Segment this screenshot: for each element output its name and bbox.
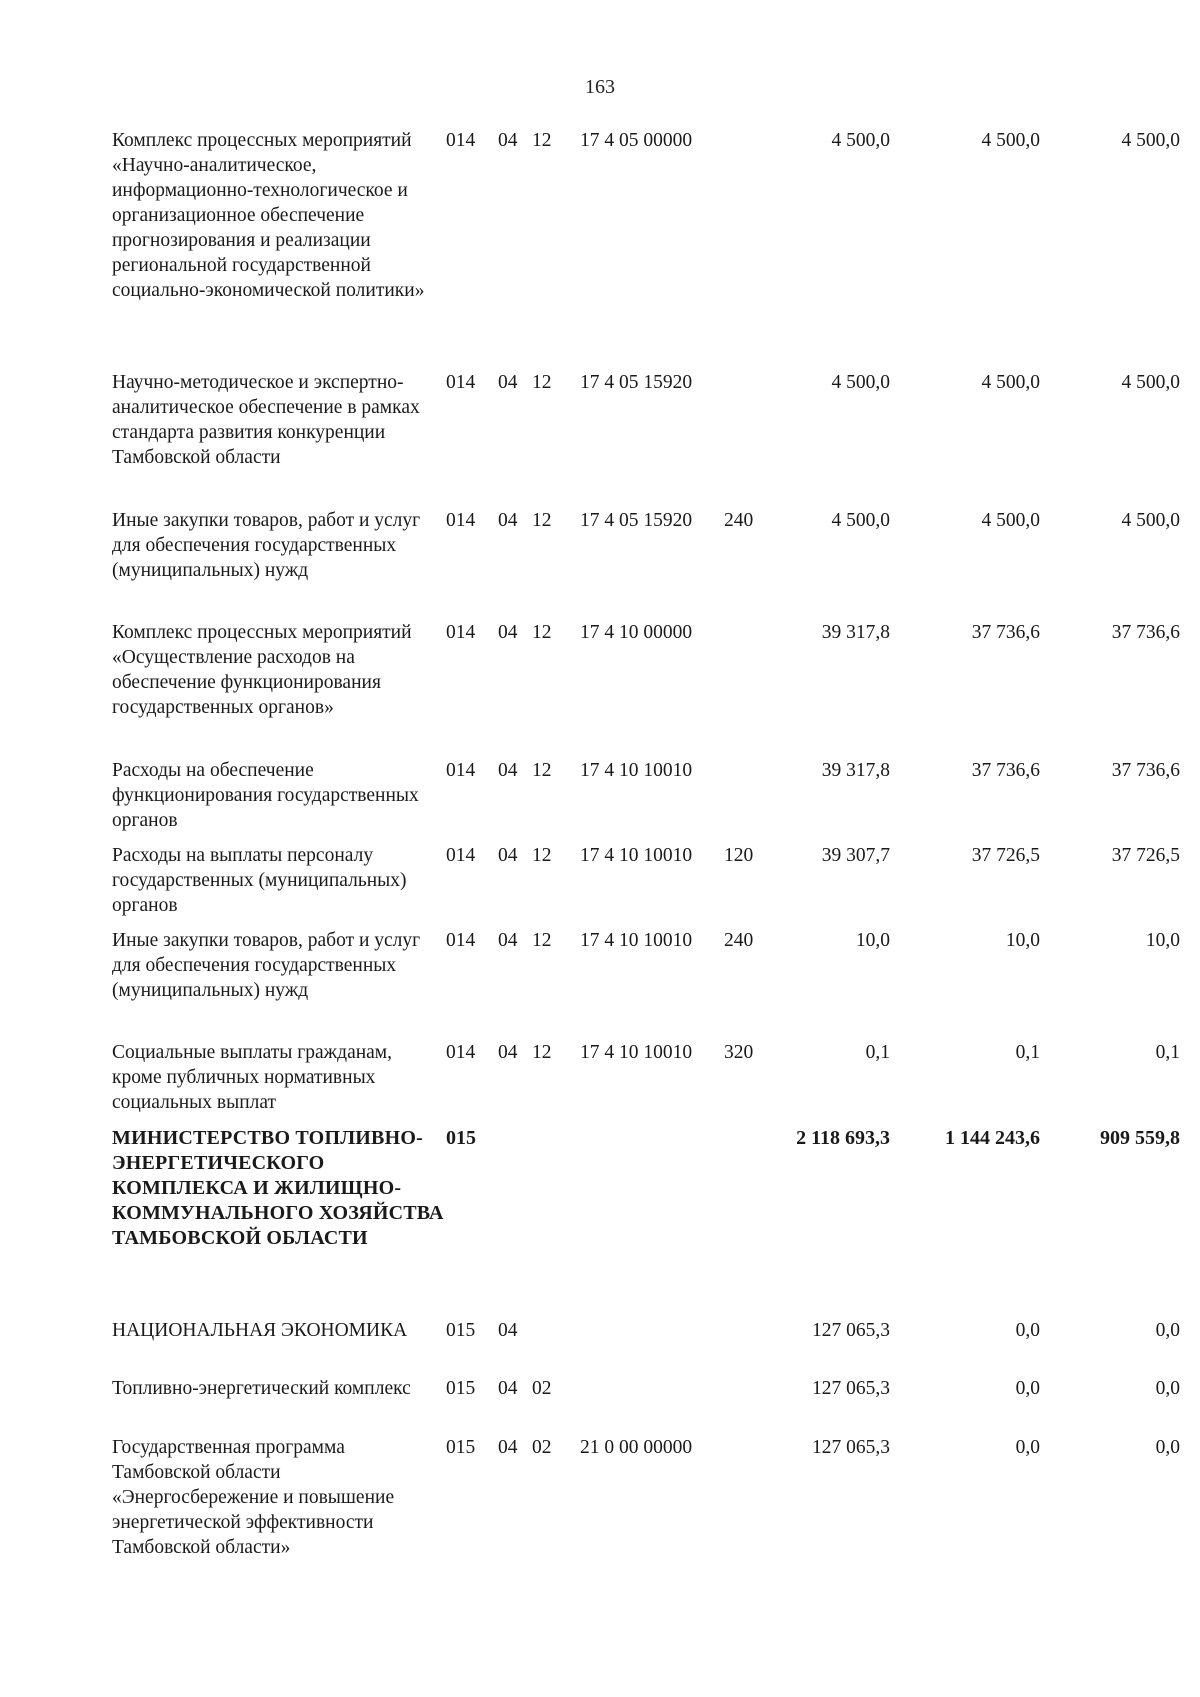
row-amount-year1: 4 500,0 xyxy=(831,372,890,393)
row-amount-year2: 37 736,6 xyxy=(971,622,1040,643)
row-amount-year1: 10,0 xyxy=(855,930,890,951)
row-amount-year3: 0,0 xyxy=(1155,1320,1180,1341)
row-amount-year2: 37 726,5 xyxy=(971,845,1040,866)
row-gov-code: 015 xyxy=(446,1320,476,1341)
row-gov-code: 014 xyxy=(446,622,476,643)
row-subsection: 12 xyxy=(532,760,552,781)
row-target-article: 17 4 05 00000 xyxy=(580,130,693,151)
row-amount-year3: 909 559,8 xyxy=(1100,1127,1180,1149)
row-subsection: 12 xyxy=(532,1042,552,1063)
row-amount-year3: 10,0 xyxy=(1145,930,1180,951)
row-subsection: 12 xyxy=(532,372,552,393)
row-section: 04 xyxy=(498,130,518,151)
row-amount-year2: 0,0 xyxy=(1015,1320,1040,1341)
row-gov-code: 015 xyxy=(446,1378,476,1399)
row-amount-year3: 0,0 xyxy=(1155,1437,1180,1458)
row-name: Социальные выплаты гражданам, кроме публичных нормативных социальных выплат xyxy=(112,1042,393,1113)
row-amount-year3: 4 500,0 xyxy=(1121,372,1180,393)
row-name: Иные закупки товаров, работ и услуг для обеспечения государственных (муниципальных) нужд xyxy=(112,510,421,581)
row-amount-year1: 127 065,3 xyxy=(812,1320,890,1341)
row-amount-year3: 37 736,6 xyxy=(1111,760,1180,781)
row-target-article: 17 4 05 15920 xyxy=(580,510,693,531)
row-gov-code: 014 xyxy=(446,1042,476,1063)
row-section: 04 xyxy=(498,510,518,531)
row-amount-year1: 127 065,3 xyxy=(812,1378,890,1399)
row-target-article: 21 0 00 00000 xyxy=(580,1437,693,1458)
row-gov-code: 014 xyxy=(446,760,476,781)
row-target-article: 17 4 10 10010 xyxy=(580,845,693,866)
row-name: Научно-методическое и экспертно-аналитическое обеспечение в рамках стандарта развития конкуренции Тамбовской области xyxy=(112,372,420,468)
row-name: Расходы на обеспечение функционирования государственных органов xyxy=(112,760,419,831)
row-amount-year2: 4 500,0 xyxy=(981,510,1040,531)
page-number: 163 xyxy=(585,76,615,98)
row-section: 04 xyxy=(498,1378,518,1399)
row-subsection: 12 xyxy=(532,130,552,151)
row-name: Комплекс процессных мероприятий «Осуществление расходов на обеспечение функционирования государственных органов» xyxy=(112,622,412,718)
row-amount-year1: 39 307,7 xyxy=(821,845,890,866)
row-name: Иные закупки товаров, работ и услуг для обеспечения государственных (муниципальных) нужд xyxy=(112,930,421,1001)
row-gov-code: 014 xyxy=(446,845,476,866)
row-amount-year3: 4 500,0 xyxy=(1121,130,1180,151)
row-section: 04 xyxy=(498,622,518,643)
row-amount-year2: 0,0 xyxy=(1015,1378,1040,1399)
row-amount-year1: 39 317,8 xyxy=(821,622,890,643)
row-expense-type: 320 xyxy=(724,1042,754,1063)
row-section: 04 xyxy=(498,1042,518,1063)
row-gov-code: 015 xyxy=(446,1127,476,1149)
row-gov-code: 015 xyxy=(446,1437,476,1458)
row-name: Государственная программа Тамбовской области «Энергосбережение и повышение энергетической эффективности Тамбовской области» xyxy=(112,1437,395,1558)
row-expense-type: 240 xyxy=(724,510,754,531)
row-section: 04 xyxy=(498,372,518,393)
row-gov-code: 014 xyxy=(446,130,476,151)
row-amount-year3: 37 736,6 xyxy=(1111,622,1180,643)
row-expense-type: 240 xyxy=(724,930,754,951)
row-subsection: 12 xyxy=(532,510,552,531)
row-amount-year1: 4 500,0 xyxy=(831,510,890,531)
row-section: 04 xyxy=(498,845,518,866)
row-amount-year3: 0,0 xyxy=(1155,1378,1180,1399)
row-amount-year1: 127 065,3 xyxy=(812,1437,890,1458)
row-section: 04 xyxy=(498,1437,518,1458)
row-expense-type: 120 xyxy=(724,845,754,866)
row-amount-year1: 0,1 xyxy=(865,1042,890,1063)
row-amount-year2: 4 500,0 xyxy=(981,130,1040,151)
row-subsection: 12 xyxy=(532,622,552,643)
row-amount-year2: 1 144 243,6 xyxy=(945,1127,1040,1149)
row-amount-year2: 0,0 xyxy=(1015,1437,1040,1458)
row-target-article: 17 4 10 10010 xyxy=(580,1042,693,1063)
row-name: НАЦИОНАЛЬНАЯ ЭКОНОМИКА xyxy=(112,1320,408,1341)
row-amount-year3: 37 726,5 xyxy=(1111,845,1180,866)
row-section: 04 xyxy=(498,1320,518,1341)
row-section: 04 xyxy=(498,760,518,781)
row-amount-year2: 0,1 xyxy=(1015,1042,1040,1063)
row-name: Комплекс процессных мероприятий «Научно-аналитическое, информационно-технологическое и организационное обеспечение прогнозирования и реализации региональной государственной социально-экономической политики» xyxy=(112,130,425,301)
row-subsection: 12 xyxy=(532,930,552,951)
row-name: Топливно-энергетический комплекс xyxy=(112,1378,411,1399)
row-gov-code: 014 xyxy=(446,372,476,393)
row-subsection: 02 xyxy=(532,1437,552,1458)
row-amount-year2: 37 736,6 xyxy=(971,760,1040,781)
row-target-article: 17 4 10 10010 xyxy=(580,930,693,951)
row-amount-year1: 39 317,8 xyxy=(821,760,890,781)
row-gov-code: 014 xyxy=(446,930,476,951)
row-name: Расходы на выплаты персоналу государственных (муниципальных) органов xyxy=(112,845,407,916)
row-target-article: 17 4 05 15920 xyxy=(580,372,693,393)
row-amount-year3: 4 500,0 xyxy=(1121,510,1180,531)
row-amount-year1: 2 118 693,3 xyxy=(796,1127,890,1149)
row-subsection: 12 xyxy=(532,845,552,866)
row-amount-year1: 4 500,0 xyxy=(831,130,890,151)
row-gov-code: 014 xyxy=(446,510,476,531)
row-amount-year2: 4 500,0 xyxy=(981,372,1040,393)
row-target-article: 17 4 10 10010 xyxy=(580,760,693,781)
row-amount-year2: 10,0 xyxy=(1005,930,1040,951)
row-subsection: 02 xyxy=(532,1378,552,1399)
row-amount-year3: 0,1 xyxy=(1155,1042,1180,1063)
row-target-article: 17 4 10 00000 xyxy=(580,622,693,643)
row-name: МИНИСТЕРСТВО ТОПЛИВНО-ЭНЕРГЕТИЧЕСКОГО КОМПЛЕКСА И ЖИЛИЩНО-КОММУНАЛЬНОГО ХОЗЯЙСТВА ТАМБОВСКОЙ ОБЛАСТИ xyxy=(112,1127,444,1249)
row-section: 04 xyxy=(498,930,518,951)
